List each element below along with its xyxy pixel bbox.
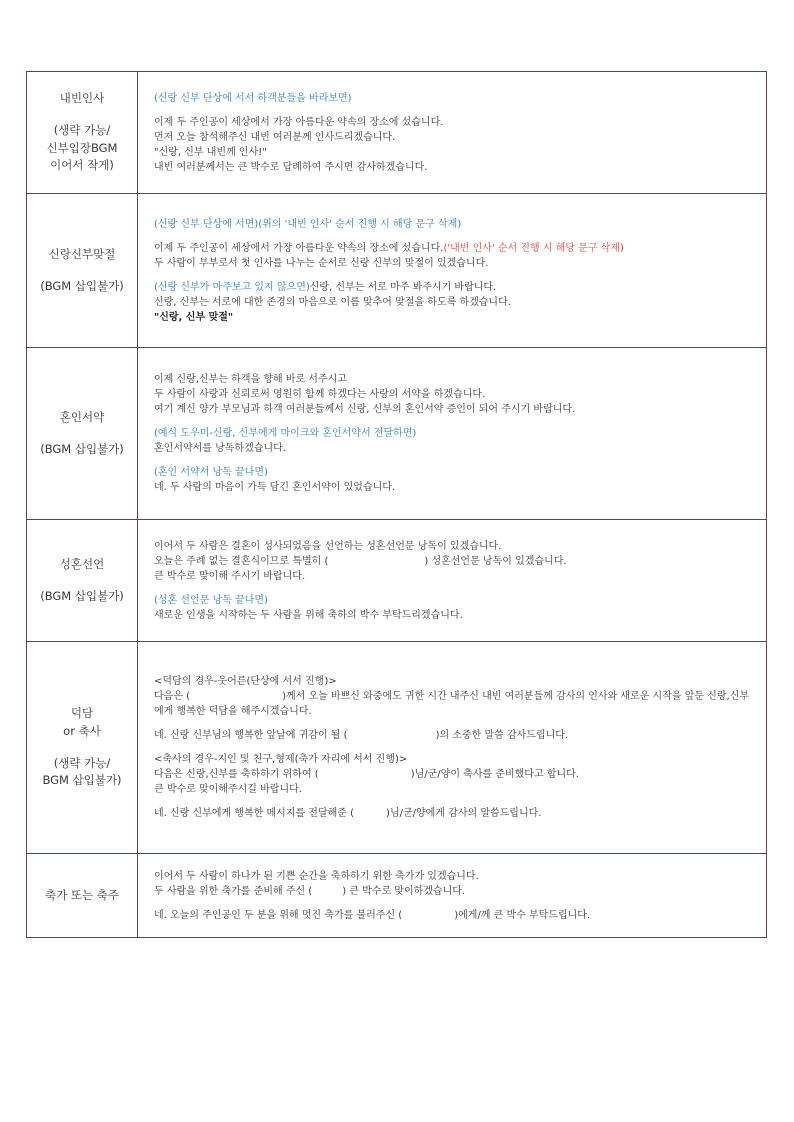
section-label <box>27 348 138 520</box>
stage-direction: (신랑 신부 단상에 서면)(위의 '내빈 인사' 순서 진행 시 해당 문구 삭제) <box>154 218 462 230</box>
script-text: 이제 두 주인공이 세상에서 가장 아름다운 약속의 장소에 섰습니다. <box>154 242 444 254</box>
script-text: )님/군/양에게 감사의 말씀드립니다. <box>386 808 542 819</box>
script-text: )에게/께 큰 박수 부탁드립니다. <box>454 909 591 921</box>
section-title: 내빈인사 <box>59 90 105 105</box>
section-label <box>27 194 138 348</box>
script-text: ) 성혼선언문 낭독이 있겠습니다. <box>424 555 567 567</box>
section-note: (생략 가능/ <box>53 122 111 137</box>
table-row <box>27 72 767 194</box>
script-line: 이제 두 주인공이 세상에서 가장 아름다운 약속의 장소에 섰습니다. <box>154 116 444 128</box>
script-line: 먼저 오늘 참석해주신 내빈 여러분께 인사드리겠습니다. <box>154 131 396 143</box>
ceremony-script-table <box>26 71 767 938</box>
script-text: 네. 신랑 신부에게 행복한 메시지를 전달해준 ( <box>154 808 355 819</box>
script-line <box>154 884 756 899</box>
section-note: (BGM 삽입불가) <box>40 588 124 603</box>
script-text: 다음은 신랑,신부를 축하하기 위하여 ( <box>154 769 319 780</box>
script-text: 두 사람을 위한 축가를 준비해 주신 ( <box>154 885 313 897</box>
section-label <box>27 642 138 854</box>
stage-direction: (신랑 신부 단상에 서서 하객분들을 바라보면) <box>154 92 352 104</box>
script-line <box>154 689 756 719</box>
case-heading: <축사의 경우-지인 및 친구,형제(축가 자리에 서서 진행)> <box>154 754 408 765</box>
section-note: BGM 삽입불가) <box>42 773 122 788</box>
script-line: "신랑, 신부 내빈께 인사!" <box>154 146 267 158</box>
script-line: 큰 박수로 맞이해주시길 바랍니다. <box>154 784 302 795</box>
table-row <box>27 642 767 854</box>
script-line: 이어서 두 사람은 결혼이 성사되었음을 선언하는 성혼선언문 낭독이 있겠습니다. <box>154 540 502 552</box>
script-text: 네. 신랑 신부님의 행복한 앞날에 귀감이 될 ( <box>154 730 348 741</box>
script-line: 여기 계신 양가 부모님과 하객 여러분들께서 신랑, 신부의 혼인서약 증인이 되어 주시기 바랍니다. <box>154 404 576 415</box>
section-title: 신랑신부맞절 <box>48 246 116 261</box>
stage-direction: (신랑 신부가 마주보고 있지 않으면) <box>154 281 310 293</box>
script-line <box>154 554 756 569</box>
table-row <box>27 348 767 520</box>
section-note: 이어서 작게) <box>50 158 114 173</box>
section-content <box>138 348 767 520</box>
script-text: ) 큰 박수로 맞이하겠습니다. <box>342 885 466 897</box>
script-line <box>154 806 756 821</box>
stage-direction: (예식 도우미-신랑, 신부에게 마이크와 혼인서약서 전달하면) <box>154 428 417 439</box>
script-line <box>154 241 756 256</box>
table-row <box>27 854 767 938</box>
stage-direction: (혼인 서약서 낭독 끝나면) <box>154 467 268 478</box>
table-row <box>27 520 767 642</box>
script-line <box>154 908 756 923</box>
delete-note: ('내빈 인사' 순서 진행 시 해당 문구 삭제) <box>443 242 624 254</box>
table-row <box>27 194 767 348</box>
script-text: 네. 오늘의 주인공인 두 분을 위해 멋진 축가를 불러주신 ( <box>154 909 403 921</box>
section-content <box>138 194 767 348</box>
section-note: (생략 가능/ <box>53 755 111 770</box>
section-note: (BGM 삽입불가) <box>40 441 124 456</box>
section-note: (BGM 삽입불가) <box>40 278 124 293</box>
script-line: 네. 두 사람의 마음이 가득 담긴 혼인서약이 있었습니다. <box>154 482 396 493</box>
script-text: 신랑, 신부는 서로 마주 봐주시기 바랍니다. <box>309 281 497 293</box>
script-line <box>154 280 756 295</box>
script-line: 두 사람이 부부로서 첫 인사를 나누는 순서로 신랑 신부의 맞절이 있겠습니다. <box>154 257 489 269</box>
section-label <box>27 72 138 194</box>
script-text: )님/군/양이 축사를 준비했다고 합니다. <box>410 769 579 780</box>
section-title: 성혼선언 <box>59 556 105 571</box>
script-call: "신랑, 신부 맞절" <box>154 311 234 323</box>
script-line: 신랑, 신부는 서로에 대한 존경의 마음으로 이름 맞추어 맞절을 하도록 하겠습니다. <box>154 296 511 308</box>
script-line: 이어서 두 사람이 하나가 된 기쁜 순간을 축하하기 위한 축가가 있겠습니다. <box>154 870 479 882</box>
script-text: 다음은 ( <box>154 691 191 702</box>
script-line: 두 사람이 사랑과 신뢰로써 영원히 함께 하겠다는 사랑의 서약을 하겠습니다. <box>154 389 486 400</box>
section-content <box>138 854 767 938</box>
script-line: 새로운 인생을 시작하는 두 사람을 위해 축하의 박수 부탁드리겠습니다. <box>154 609 463 621</box>
script-line: 큰 박수로 맞이해 주시기 바랍니다. <box>154 570 306 582</box>
stage-direction: (성혼 선언문 낭독 끝나면) <box>154 594 268 606</box>
section-note: 신부입장BGM <box>46 140 118 155</box>
script-text: )께서 오늘 바쁘신 와중에도 귀한 시간 내주신 내빈 여러분들께 감사의 인사와 새로운 시작을 앞둔 신랑,신부에게 행복한 덕담을 해주시겠습니다. <box>154 691 750 717</box>
script-line: 내빈 여러분께서는 큰 박수로 답례하여 주시면 감사하겠습니다. <box>154 161 428 173</box>
section-title: 혼인서약 <box>59 409 105 424</box>
section-title: 덕담 <box>70 705 94 720</box>
script-line: 혼인서약서를 낭독하겠습니다. <box>154 443 286 454</box>
script-line <box>154 728 756 743</box>
script-line <box>154 767 756 782</box>
script-text: 오늘은 주례 없는 결혼식이므로 특별히 ( <box>154 555 329 567</box>
section-title: or 축사 <box>63 723 101 738</box>
script-text: )의 소중한 말씀 감사드립니다. <box>435 730 569 741</box>
script-line: 이제 신랑,신부는 하객을 향해 바로 서주시고 <box>154 374 347 385</box>
case-heading: <덕담의 경우-웃어른(단상에 서서 진행)> <box>154 676 337 687</box>
section-title: 축가 또는 축주 <box>45 887 119 902</box>
section-content <box>138 642 767 854</box>
section-content <box>138 72 767 194</box>
section-label <box>27 854 138 938</box>
section-label <box>27 520 138 642</box>
section-content <box>138 520 767 642</box>
